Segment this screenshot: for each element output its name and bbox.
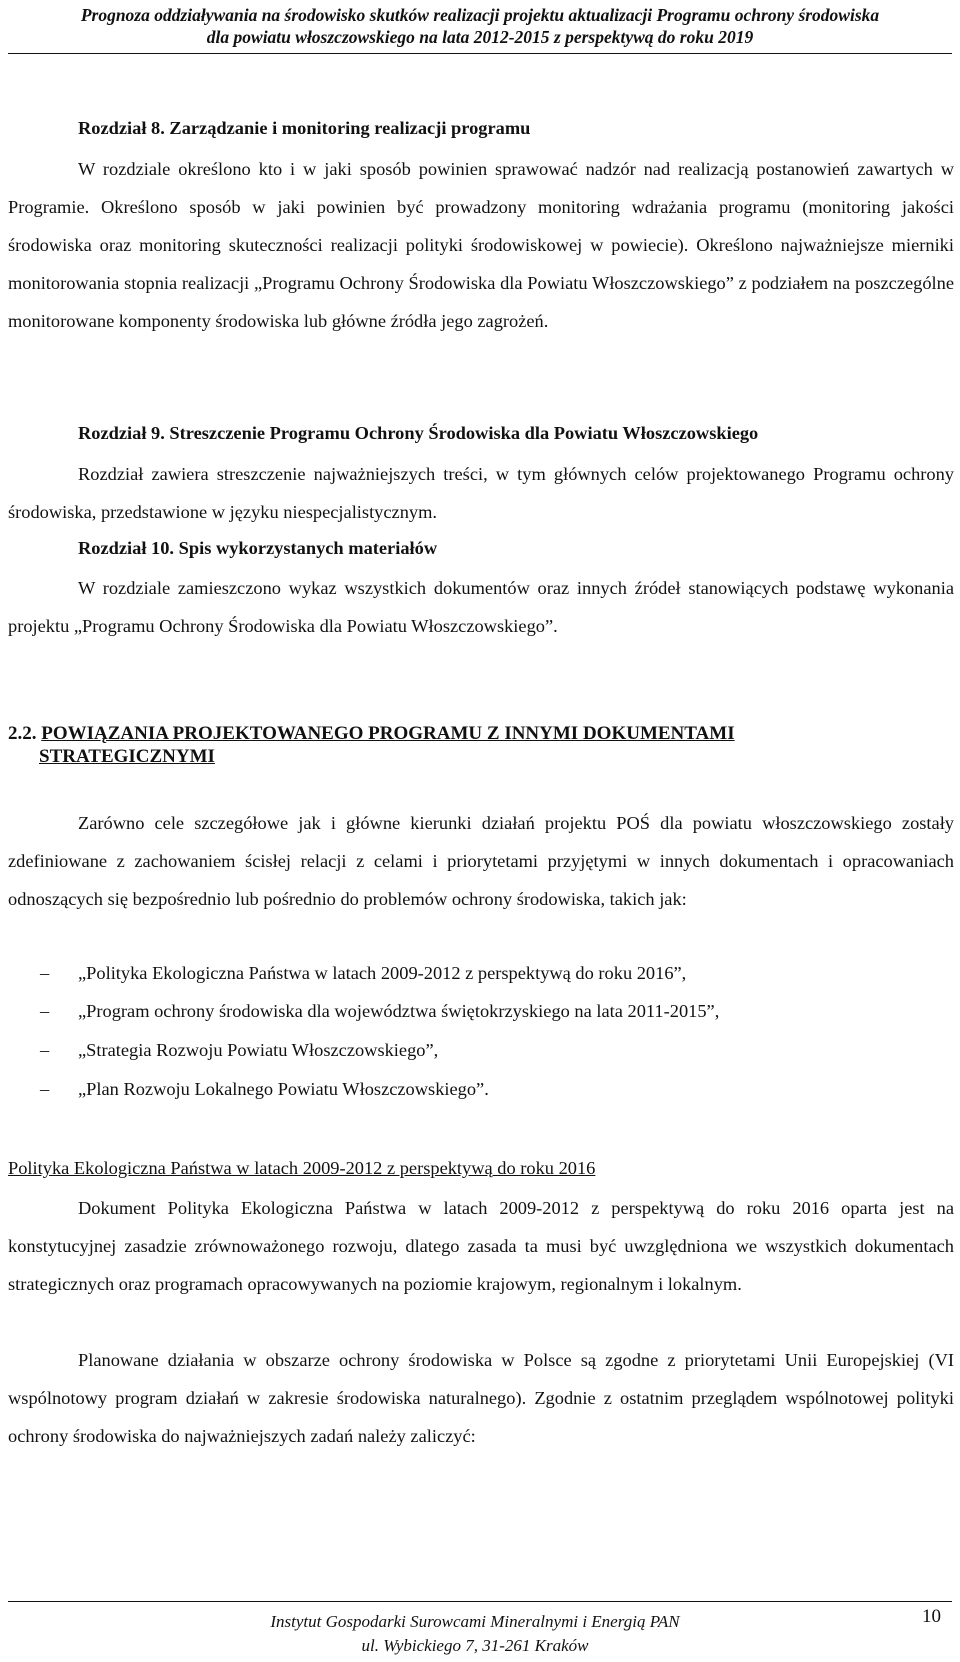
list-item [40,963,686,984]
list-item-text: „Program ochrony środowiska dla województwa świętokrzyskiego na lata 2011-2015”, [78,1001,720,1021]
chapter-8-title: Rozdział 8. Zarządzanie i monitoring realizacji programu [78,118,531,138]
dash-bullet: – [40,1040,50,1060]
dash-bullet: – [40,963,50,983]
running-footer [150,1610,800,1658]
list-item [40,1079,489,1100]
header-line-1: Prognoza oddziaływania na środowisko skutków realizacji projektu aktualizacji Programu ochrony środowiska [80,5,880,25]
footer-line-1: Instytut Gospodarki Surowcami Mineralnymi i Energią PAN [270,1612,680,1631]
page-number: 10 [922,1606,941,1627]
section-intro: Zarówno cele szczegółowe jak i główne kierunki działań projektu POŚ dla powiatu włoszczowskiego zostały zdefiniowane z zachowaniem ścisłej relacji z celami i priorytetami przyjętymi w innych dokumentach i opracowaniach odnoszących się bezpośrednio lub pośrednio do problemów ochrony środowiska, takich jak: [8,813,954,909]
section-title-line-2: STRATEGICZNYMI [39,746,215,767]
chapter-8-text: W rozdziale określono kto i w jaki sposób powinien sprawować nadzór nad realizacją postanowień zawartych w Programie. Określono sposób w jaki powinien być prowadzony monitoring wdrażania programu (monitoring jakości środowiska oraz monitoring skuteczności realizacji polityki środowiskowej w powiecie). Określono najważniejsze mierniki monitorowania stopnia realizacji „Programu Ochrony Środowiska dla Powiatu Włoszczowskiego” z podziałem na poszczególne monitorowane komponenty środowiska lub główne źródła jego zagrożeń. [8,159,954,331]
header-rule [8,53,952,54]
footer-line-2: ul. Wybickiego 7, 31-261 Kraków [361,1636,589,1655]
chapter-9-title: Rozdział 9. Streszczenie Programu Ochrony Środowiska dla Powiatu Włoszczowskiego [78,423,759,443]
header-line-2: dla powiatu włoszczowskiego na lata 2012-2015 z perspektywą do roku 2019 [206,27,754,47]
list-item-text: „Plan Rozwoju Lokalnego Powiatu Włoszczowskiego”. [78,1079,489,1099]
section-title-line-1: POWIĄZANIA PROJEKTOWANEGO PROGRAMU Z INNYMI DOKUMENTAMI [41,723,735,744]
list-item-text: „Strategia Rozwoju Powiatu Włoszczowskiego”, [78,1040,439,1060]
section-heading [8,722,948,768]
subsection-heading: Polityka Ekologiczna Państwa w latach 2009-2012 z perspektywą do roku 2016 [8,1158,596,1178]
chapter-10-text: W rozdziale zamieszczono wykaz wszystkich dokumentów oraz innych źródeł stanowiących podstawę wykonania projektu „Programu Ochrony Środowiska dla Powiatu Włoszczowskiego”. [8,578,954,636]
list-item [40,1040,438,1061]
dash-bullet: – [40,1079,50,1099]
running-header [0,4,960,48]
dash-bullet: – [40,1001,50,1021]
list-item [40,1001,719,1022]
section-number: 2.2. [8,723,37,744]
policy-paragraph-2: Planowane działania w obszarze ochrony środowiska w Polsce są zgodne z priorytetami Unii Europejskiej (VI wspólnotowy program działań w zakresie środowiska naturalnego). Zgodnie z ostatnim przeglądem wspólnotowej polityki ochrony środowiska do najważniejszych zadań należy zaliczyć: [8,1350,954,1446]
footer-rule [8,1601,952,1602]
policy-paragraph-1: Dokument Polityka Ekologiczna Państwa w latach 2009-2012 z perspektywą do roku 2016 oparta jest na konstytucyjnej zasadzie zrównoważonego rozwoju, dlatego zasada ta musi być uwzględniona we wszystkich dokumentach strategicznych oraz programach opracowywanych na poziomie krajowym, regionalnym i lokalnym. [8,1198,954,1294]
chapter-9-text: Rozdział zawiera streszczenie najważniejszych treści, w tym głównych celów projektowanego Programu ochrony środowiska, przedstawione w języku niespecjalistycznym. [8,464,954,522]
chapter-10-title: Rozdział 10. Spis wykorzystanych materiałów [78,538,438,558]
list-item-text: „Polityka Ekologiczna Państwa w latach 2009-2012 z perspektywą do roku 2016”, [78,963,687,983]
